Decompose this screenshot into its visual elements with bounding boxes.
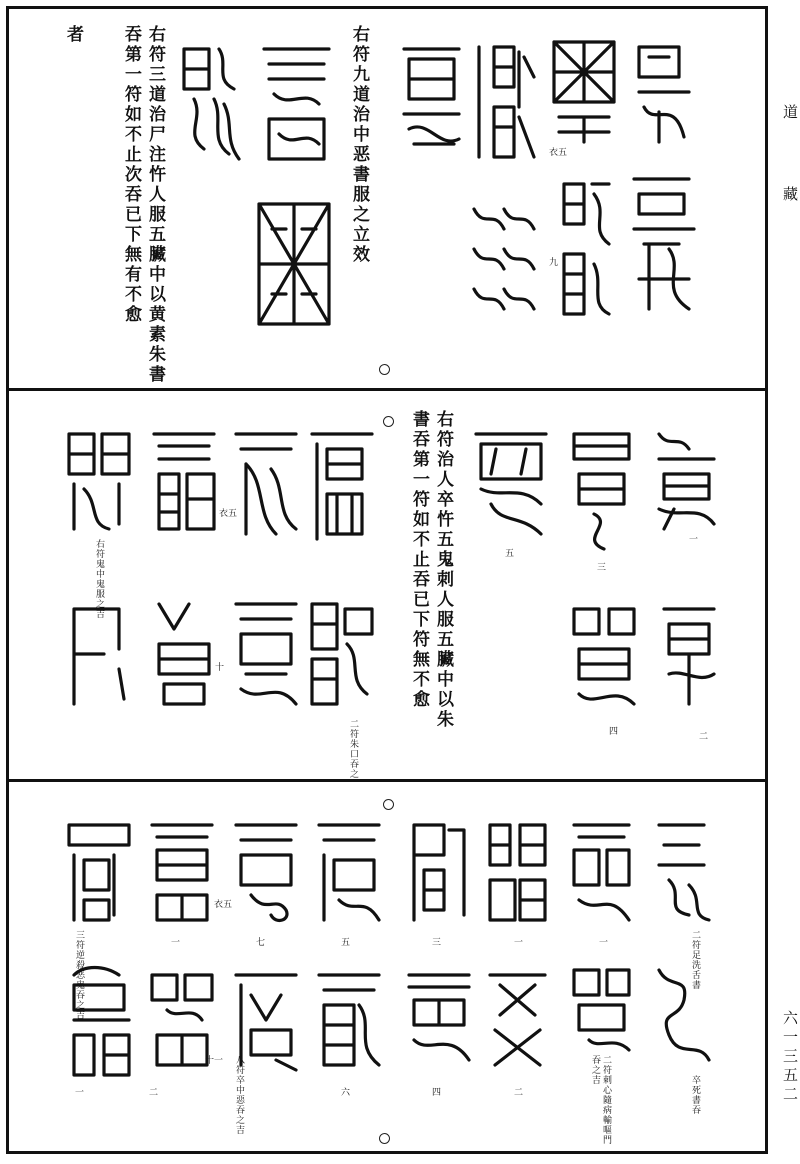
talisman-glyph (659, 594, 719, 709)
panel2-note-2: 右符鬼中鬼服之吉 (94, 539, 104, 619)
panel3-mark: 一 (514, 938, 524, 948)
talisman-glyph (149, 424, 219, 539)
talisman-glyph (314, 965, 384, 1080)
talisman-glyph (259, 39, 334, 169)
panel2-caption: 右符治人卒忤五鬼刺人服五臟中以朱書吞第一符如不止吞已下符無不愈 (409, 410, 453, 730)
panel2-mark: 二 (699, 732, 709, 742)
panel3-note-2: 卒死書吞 (690, 1075, 700, 1115)
panel3-mark: 一 (75, 1088, 85, 1098)
book-title-char-1: 道 (781, 104, 799, 119)
talisman-glyph (569, 424, 634, 554)
talisman-glyph (399, 39, 464, 154)
talisman-panel-2 (9, 394, 765, 782)
talisman-glyph (649, 424, 724, 534)
panel2-mark: 衣五 (219, 509, 238, 519)
talisman-glyph (231, 594, 301, 714)
panel2-mark: 十 (215, 663, 225, 673)
talisman-glyph (307, 424, 377, 549)
scripture-page (6, 6, 768, 1154)
panel3-note-3: 二符刺心隨病輸嘔門吞之吉 (590, 1055, 611, 1145)
talisman-glyph (554, 174, 614, 324)
talisman-glyph (485, 965, 550, 1075)
talisman-glyph (307, 594, 377, 714)
talisman-seal-square (549, 37, 619, 147)
talisman-glyph (64, 424, 134, 534)
talisman-glyph (149, 594, 219, 709)
panel2-mark: 四 (609, 727, 619, 737)
binding-hole (379, 1133, 390, 1144)
talisman-glyph (649, 815, 714, 930)
panel3-mark: 四 (432, 1088, 442, 1098)
talisman-glyph (469, 199, 539, 329)
binding-hole (383, 799, 394, 810)
binding-hole (379, 364, 390, 375)
panel3-mark: 二 (149, 1088, 159, 1098)
talisman-glyph (485, 815, 550, 930)
panel2-mark: 一 (689, 535, 699, 545)
panel3-mark: 一 (171, 938, 181, 948)
talisman-glyph (629, 37, 699, 147)
talisman-panel-3 (9, 785, 765, 1151)
talisman-glyph (231, 424, 301, 544)
panel3-mark: 六 (341, 1088, 351, 1098)
binding-hole (383, 416, 394, 427)
talisman-glyph (469, 37, 539, 167)
talisman-glyph (64, 965, 139, 1085)
book-title-char-2: 藏 (781, 186, 799, 201)
talisman-glyph (64, 594, 134, 709)
talisman-glyph (231, 965, 301, 1075)
panel3-mark: 十一 (205, 1056, 224, 1066)
panel2-note-1: 二符朱口吞之 (348, 719, 358, 779)
page-number: 六一三五二 (781, 1010, 799, 1105)
panel3-mark: 二 (514, 1088, 524, 1098)
panel3-note-5: 三符逆殺恶鬼吞之吉 (74, 930, 84, 1020)
talisman-glyph (404, 815, 469, 930)
talisman-seal-square-2 (254, 199, 334, 329)
panel1-caption: 右符九道治中恶書服之立效 (349, 25, 369, 265)
panel1-mark: 衣五 (549, 148, 568, 158)
panel3-mark: 三 (432, 938, 442, 948)
talisman-glyph (569, 599, 639, 714)
panel3-mark: 五 (341, 938, 351, 948)
talisman-glyph (471, 424, 551, 539)
talisman-glyph (314, 815, 384, 930)
panel3-mark: 衣五 (214, 900, 233, 910)
panel2-mark: 三 (597, 563, 607, 573)
panel2-mark: 五 (505, 549, 515, 559)
panel1-caption-2: 右符三道治尸注忤人服五臟中以黄素朱書吞第一符如不止次吞已下無有不愈 (121, 25, 165, 385)
talisman-glyph (649, 960, 714, 1070)
talisman-glyph (569, 815, 634, 930)
panel3-note-1: 二符足洗舌書 (690, 930, 700, 990)
panel1-caption-2-tail: 者 (63, 25, 83, 45)
panel3-mark: 一 (599, 938, 609, 948)
talisman-glyph (569, 960, 634, 1055)
talisman-glyph (231, 815, 301, 930)
talisman-glyph (147, 965, 217, 1075)
panel1-mark: 九 (549, 258, 559, 268)
panel3-mark: 七 (256, 938, 266, 948)
talisman-glyph (147, 815, 217, 930)
talisman-glyph (629, 169, 699, 319)
talisman-glyph (179, 39, 244, 169)
talisman-glyph (64, 815, 134, 930)
panel3-note-4: 八符卒中惡吞之吉 (234, 1055, 244, 1135)
talisman-panel-1 (9, 9, 765, 391)
talisman-glyph (404, 965, 474, 1070)
